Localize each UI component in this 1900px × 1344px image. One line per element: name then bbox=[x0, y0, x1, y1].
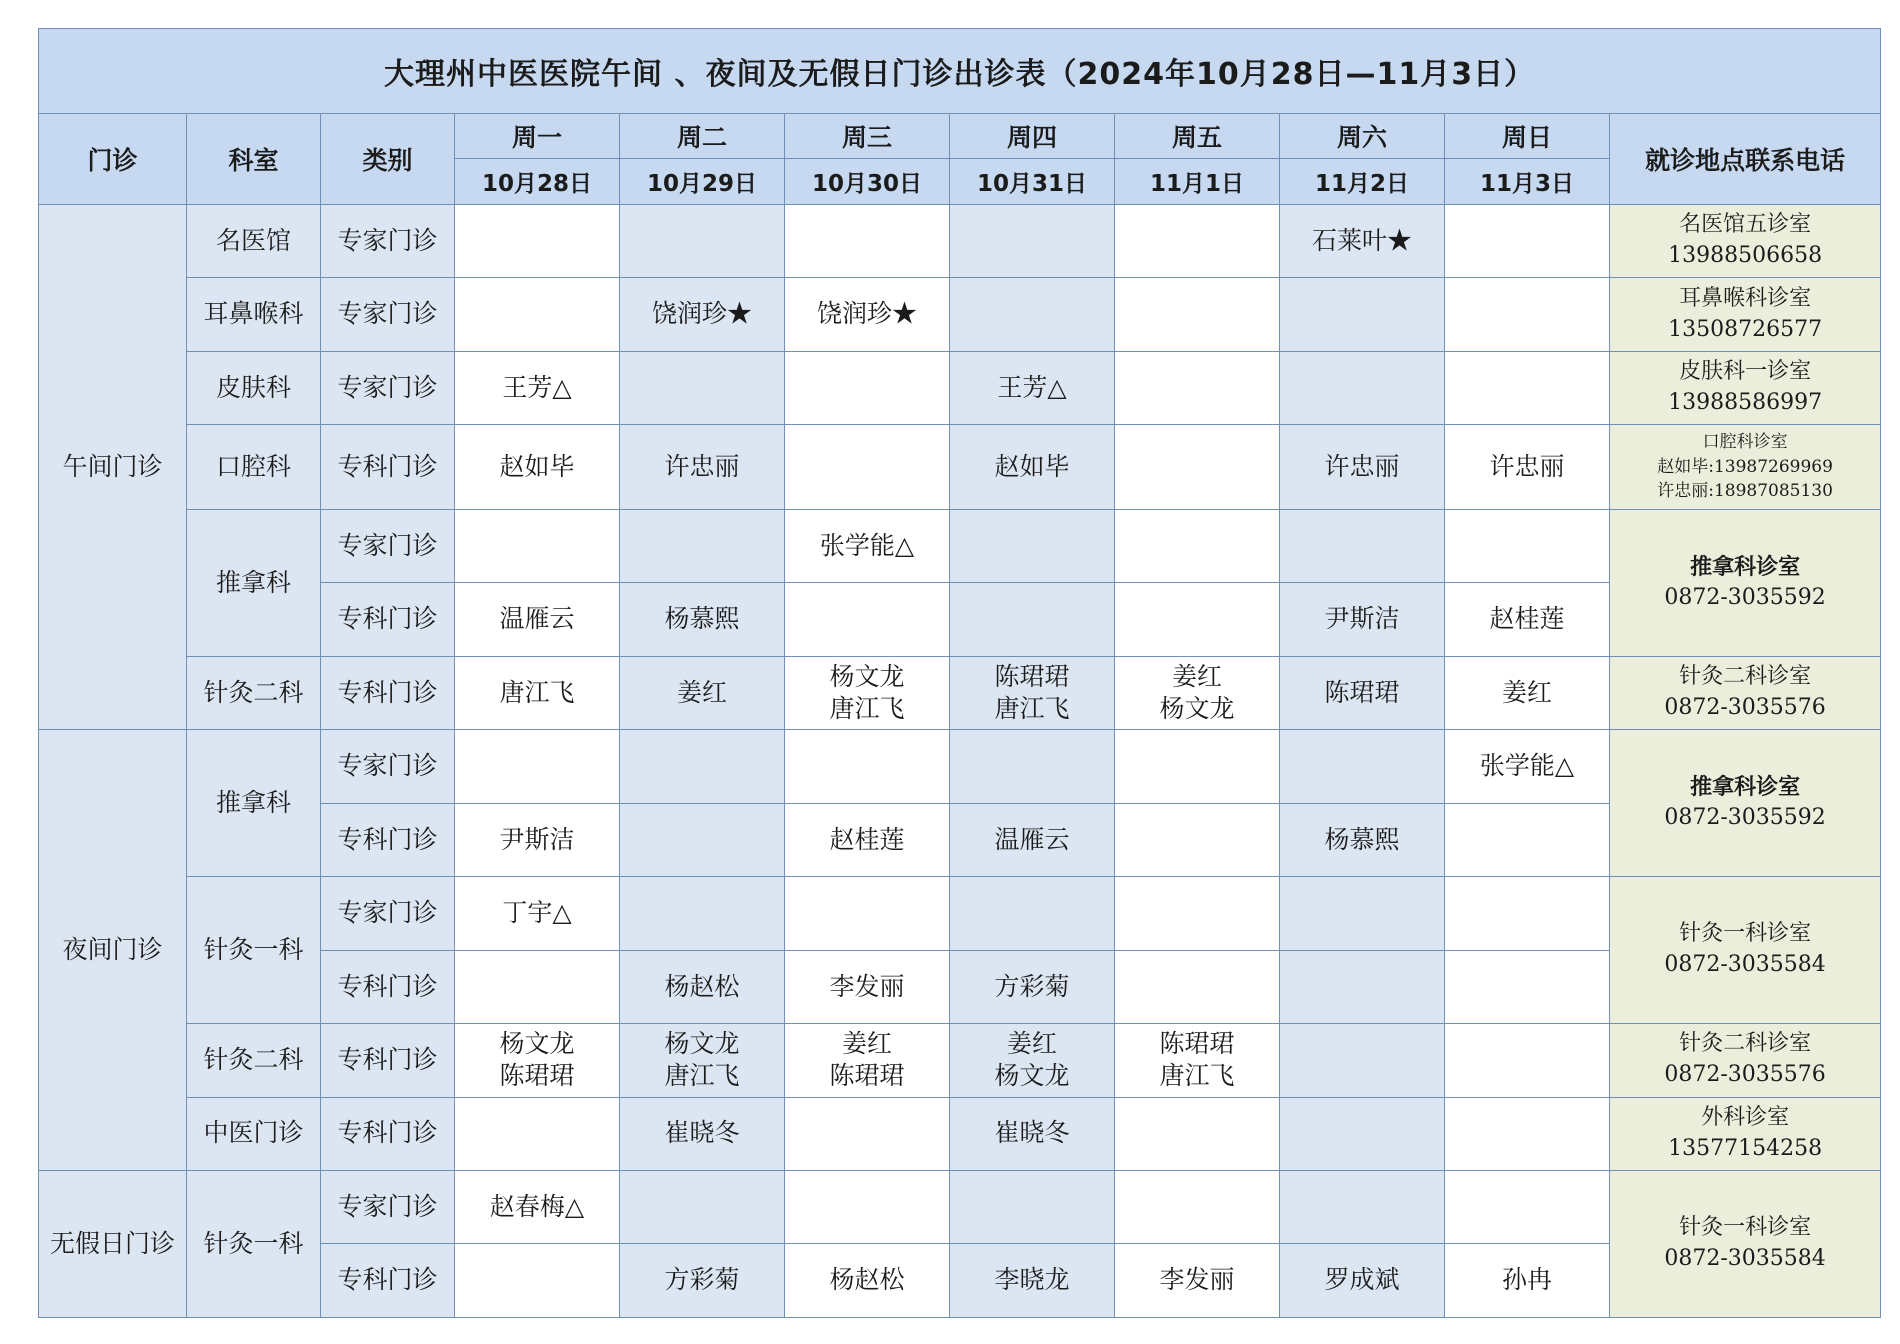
contact-phone: 0872-3035584 bbox=[1664, 952, 1826, 978]
table-row bbox=[39, 730, 1881, 803]
contact-room: 推拿科诊室 bbox=[1690, 554, 1801, 581]
type-cell: 专家门诊 bbox=[321, 278, 455, 351]
doctor-name: 丁宇△ bbox=[502, 898, 572, 928]
type-cell: 专科门诊 bbox=[321, 583, 455, 656]
doctor-cell bbox=[1280, 1024, 1445, 1097]
doctor-cell bbox=[1280, 1097, 1445, 1170]
doctor-cell bbox=[455, 205, 620, 278]
table-row bbox=[39, 656, 1881, 729]
doctor-cell bbox=[1445, 1097, 1610, 1170]
doctor-cell bbox=[1280, 950, 1445, 1023]
contact-phone: 13508726577 bbox=[1668, 316, 1823, 342]
doctor-name: 许忠丽 bbox=[664, 451, 740, 481]
contact-room: 皮肤科一诊室 bbox=[1679, 359, 1812, 385]
header-date: 10月28日 bbox=[455, 159, 620, 205]
contact-room: 名医馆五诊室 bbox=[1679, 212, 1812, 238]
doctor-name: 饶润珍★ bbox=[816, 299, 917, 329]
doctor-cell bbox=[1115, 278, 1280, 351]
header-weekday: 周五 bbox=[1115, 114, 1280, 159]
type-cell: 专科门诊 bbox=[321, 656, 455, 729]
table-row bbox=[39, 205, 1881, 278]
doctor-name: 赵春梅△ bbox=[489, 1191, 585, 1221]
doctor-name: 王芳△ bbox=[997, 372, 1067, 402]
doctor-name: 陈珺珺 bbox=[994, 661, 1070, 691]
doctor-name: 张学能△ bbox=[819, 530, 915, 560]
dept-cell: 针灸一科 bbox=[187, 1170, 321, 1317]
dept-cell: 口腔科 bbox=[187, 425, 321, 510]
doctor-name: 姜红 bbox=[676, 677, 727, 707]
contact-room: 口腔科诊室 bbox=[1702, 432, 1788, 453]
contact-cell bbox=[1610, 278, 1881, 351]
doctor-name: 唐江飞 bbox=[499, 677, 575, 707]
doctor-cell bbox=[1445, 583, 1610, 656]
doctor-cell bbox=[455, 1170, 620, 1243]
doctor-cell bbox=[1115, 877, 1280, 950]
doctor-cell bbox=[1115, 730, 1280, 803]
doctor-name: 石莱叶★ bbox=[1311, 225, 1412, 255]
contact-cell bbox=[1610, 205, 1881, 278]
doctor-cell bbox=[620, 351, 785, 424]
contact-cell bbox=[1610, 656, 1881, 729]
doctor-name: 杨文龙 bbox=[1159, 694, 1235, 724]
doctor-cell bbox=[785, 351, 950, 424]
doctor-cell bbox=[1280, 351, 1445, 424]
doctor-name: 杨文龙 bbox=[829, 661, 905, 691]
doctor-cell bbox=[785, 877, 950, 950]
header-date: 11月2日 bbox=[1280, 159, 1445, 205]
doctor-cell bbox=[455, 950, 620, 1023]
doctor-name: 唐江飞 bbox=[1159, 1061, 1235, 1091]
doctor-cell bbox=[455, 877, 620, 950]
header-date: 10月29日 bbox=[620, 159, 785, 205]
contact-cell bbox=[1610, 425, 1881, 510]
doctor-cell bbox=[1115, 1024, 1280, 1097]
doctor-name: 张学能△ bbox=[1479, 751, 1575, 781]
doctor-name: 陈珺珺 bbox=[829, 1061, 905, 1091]
table-row bbox=[39, 1097, 1881, 1170]
doctor-cell bbox=[950, 1097, 1115, 1170]
dept-cell: 皮肤科 bbox=[187, 351, 321, 424]
doctor-cell bbox=[1445, 278, 1610, 351]
doctor-cell bbox=[1280, 1244, 1445, 1318]
doctor-cell bbox=[785, 425, 950, 510]
doctor-cell bbox=[950, 205, 1115, 278]
doctor-name: 杨赵松 bbox=[829, 1265, 905, 1295]
doctor-name: 孙冉 bbox=[1501, 1265, 1552, 1295]
header-date: 10月30日 bbox=[785, 159, 950, 205]
type-cell: 专科门诊 bbox=[321, 1097, 455, 1170]
header-date: 11月3日 bbox=[1445, 159, 1610, 205]
dept-cell: 名医馆 bbox=[187, 205, 321, 278]
doctor-name: 方彩菊 bbox=[664, 1265, 740, 1295]
group-noon: 午间门诊 bbox=[39, 205, 187, 730]
contact-room: 外科诊室 bbox=[1701, 1104, 1790, 1130]
type-cell: 专家门诊 bbox=[321, 730, 455, 803]
doctor-cell bbox=[1445, 803, 1610, 876]
doctor-name: 唐江飞 bbox=[829, 694, 905, 724]
doctor-cell bbox=[1115, 1097, 1280, 1170]
doctor-name: 杨慕熙 bbox=[1324, 824, 1400, 854]
doctor-cell bbox=[950, 730, 1115, 803]
doctor-cell bbox=[620, 205, 785, 278]
doctor-cell bbox=[1115, 1170, 1280, 1243]
table-row bbox=[39, 425, 1881, 510]
doctor-name: 许忠丽 bbox=[1324, 451, 1400, 481]
doctor-cell bbox=[1280, 278, 1445, 351]
doctor-cell bbox=[1280, 877, 1445, 950]
doctor-cell bbox=[1115, 583, 1280, 656]
doctor-cell bbox=[1280, 803, 1445, 876]
doctor-cell bbox=[1445, 730, 1610, 803]
header-weekday: 周二 bbox=[620, 114, 785, 159]
doctor-name: 姜红 bbox=[1501, 677, 1552, 707]
doctor-name: 崔晓冬 bbox=[994, 1118, 1070, 1148]
doctor-cell bbox=[455, 509, 620, 582]
doctor-name: 许忠丽 bbox=[1489, 451, 1565, 481]
header-clinic: 门诊 bbox=[39, 114, 187, 205]
doctor-cell bbox=[620, 278, 785, 351]
doctor-cell bbox=[785, 583, 950, 656]
doctor-cell bbox=[620, 656, 785, 729]
doctor-cell bbox=[455, 351, 620, 424]
contact-phone: 13988506658 bbox=[1668, 243, 1823, 269]
contact-phone: 13577154258 bbox=[1668, 1135, 1823, 1161]
table-row bbox=[39, 278, 1881, 351]
doctor-cell bbox=[455, 1097, 620, 1170]
group-night: 夜间门诊 bbox=[39, 730, 187, 1171]
doctor-cell bbox=[1115, 351, 1280, 424]
dept-cell: 针灸一科 bbox=[187, 877, 321, 1024]
doctor-name: 赵如毕 bbox=[994, 451, 1070, 481]
contact-cell bbox=[1610, 730, 1881, 877]
contact-cell bbox=[1610, 509, 1881, 656]
doctor-cell bbox=[785, 205, 950, 278]
doctor-name: 温雁云 bbox=[994, 824, 1070, 854]
clinic-schedule-table bbox=[38, 28, 1881, 1318]
doctor-cell bbox=[950, 1024, 1115, 1097]
contact-phone: 0872-3035592 bbox=[1664, 805, 1826, 831]
contact-room: 针灸二科诊室 bbox=[1679, 1031, 1812, 1057]
header-contact: 就诊地点联系电话 bbox=[1610, 114, 1881, 205]
doctor-cell bbox=[455, 1244, 620, 1318]
group-noholiday: 无假日门诊 bbox=[39, 1170, 187, 1317]
doctor-cell bbox=[950, 509, 1115, 582]
doctor-cell bbox=[455, 1024, 620, 1097]
doctor-name: 杨赵松 bbox=[664, 971, 740, 1001]
doctor-cell bbox=[950, 950, 1115, 1023]
doctor-cell bbox=[455, 583, 620, 656]
doctor-cell bbox=[1445, 1244, 1610, 1318]
doctor-cell bbox=[1115, 509, 1280, 582]
doctor-cell bbox=[1280, 509, 1445, 582]
doctor-name: 姜红 bbox=[1171, 661, 1222, 691]
header-weekday: 周一 bbox=[455, 114, 620, 159]
doctor-name: 罗成斌 bbox=[1324, 1265, 1400, 1295]
doctor-cell bbox=[950, 1244, 1115, 1318]
doctor-cell bbox=[1115, 425, 1280, 510]
doctor-name: 杨文龙 bbox=[994, 1061, 1070, 1091]
doctor-cell bbox=[785, 730, 950, 803]
doctor-cell bbox=[785, 1024, 950, 1097]
table-row bbox=[39, 509, 1881, 582]
contact-phone: 0872-3035592 bbox=[1664, 584, 1826, 610]
doctor-cell bbox=[1445, 425, 1610, 510]
doctor-name: 尹斯洁 bbox=[499, 824, 575, 854]
doctor-cell bbox=[785, 803, 950, 876]
dept-cell: 耳鼻喉科 bbox=[187, 278, 321, 351]
type-cell: 专科门诊 bbox=[321, 803, 455, 876]
contact-cell bbox=[1610, 1024, 1881, 1097]
doctor-cell bbox=[1280, 656, 1445, 729]
contact-phone: 许忠丽:18987085130 bbox=[1657, 481, 1833, 502]
doctor-cell bbox=[620, 950, 785, 1023]
doctor-cell bbox=[1445, 877, 1610, 950]
doctor-name: 陈珺珺 bbox=[1159, 1028, 1235, 1058]
type-cell: 专家门诊 bbox=[321, 205, 455, 278]
type-cell: 专家门诊 bbox=[321, 509, 455, 582]
type-cell: 专家门诊 bbox=[321, 877, 455, 950]
contact-cell bbox=[1610, 877, 1881, 1024]
doctor-cell bbox=[1280, 730, 1445, 803]
contact-room: 针灸一科诊室 bbox=[1679, 921, 1812, 947]
doctor-cell bbox=[1445, 950, 1610, 1023]
type-cell: 专家门诊 bbox=[321, 351, 455, 424]
doctor-cell bbox=[785, 1170, 950, 1243]
doctor-name: 崔晓冬 bbox=[664, 1118, 740, 1148]
contact-phone: 赵如毕:13987269969 bbox=[1657, 456, 1833, 477]
doctor-cell bbox=[1445, 351, 1610, 424]
doctor-cell bbox=[1445, 656, 1610, 729]
contact-cell bbox=[1610, 351, 1881, 424]
doctor-cell bbox=[1115, 803, 1280, 876]
doctor-name: 李晓龙 bbox=[994, 1265, 1070, 1295]
doctor-name: 李发丽 bbox=[1159, 1265, 1235, 1295]
type-cell: 专家门诊 bbox=[321, 1170, 455, 1243]
doctor-name: 唐江飞 bbox=[664, 1061, 740, 1091]
type-cell: 专科门诊 bbox=[321, 425, 455, 510]
header-weekday: 周日 bbox=[1445, 114, 1610, 159]
doctor-name: 唐江飞 bbox=[994, 694, 1070, 724]
type-cell: 专科门诊 bbox=[321, 950, 455, 1023]
header-weekday: 周三 bbox=[785, 114, 950, 159]
doctor-name: 姜红 bbox=[1006, 1028, 1057, 1058]
doctor-cell bbox=[950, 877, 1115, 950]
doctor-cell bbox=[455, 656, 620, 729]
dept-cell: 推拿科 bbox=[187, 509, 321, 656]
doctor-cell bbox=[950, 803, 1115, 876]
type-cell: 专科门诊 bbox=[321, 1024, 455, 1097]
doctor-cell bbox=[1445, 1170, 1610, 1243]
table-row bbox=[39, 351, 1881, 424]
doctor-name: 赵桂莲 bbox=[829, 824, 905, 854]
table-row bbox=[39, 877, 1881, 950]
dept-cell: 针灸二科 bbox=[187, 656, 321, 729]
doctor-cell bbox=[455, 730, 620, 803]
doctor-cell bbox=[1115, 1244, 1280, 1318]
doctor-cell bbox=[1280, 583, 1445, 656]
header-date: 10月31日 bbox=[950, 159, 1115, 205]
doctor-name: 饶润珍★ bbox=[651, 299, 752, 329]
doctor-cell bbox=[950, 425, 1115, 510]
doctor-cell bbox=[620, 1024, 785, 1097]
doctor-cell bbox=[620, 1170, 785, 1243]
contact-room: 推拿科诊室 bbox=[1690, 774, 1801, 801]
table-row bbox=[39, 1024, 1881, 1097]
header-weekday: 周六 bbox=[1280, 114, 1445, 159]
contact-phone: 13988586997 bbox=[1668, 390, 1823, 416]
doctor-name: 杨文龙 bbox=[499, 1028, 575, 1058]
doctor-name: 李发丽 bbox=[829, 971, 905, 1001]
contact-phone: 0872-3035576 bbox=[1664, 1062, 1826, 1088]
doctor-cell bbox=[455, 425, 620, 510]
doctor-cell bbox=[950, 656, 1115, 729]
doctor-name: 尹斯洁 bbox=[1324, 604, 1400, 634]
table-title: 大理州中医医院午间 、夜间及无假日门诊出诊表（2024年10月28日—11月3日） bbox=[39, 29, 1881, 114]
doctor-name: 方彩菊 bbox=[994, 971, 1070, 1001]
doctor-cell bbox=[1280, 1170, 1445, 1243]
doctor-cell bbox=[1115, 950, 1280, 1023]
contact-phone: 0872-3035584 bbox=[1664, 1245, 1826, 1271]
doctor-cell bbox=[785, 656, 950, 729]
doctor-cell bbox=[785, 1097, 950, 1170]
contact-room: 针灸二科诊室 bbox=[1679, 664, 1812, 690]
doctor-cell bbox=[620, 803, 785, 876]
dept-cell: 中医门诊 bbox=[187, 1097, 321, 1170]
doctor-name: 王芳△ bbox=[502, 372, 572, 402]
doctor-name: 陈珺珺 bbox=[499, 1061, 575, 1091]
header-date: 11月1日 bbox=[1115, 159, 1280, 205]
doctor-cell bbox=[950, 583, 1115, 656]
doctor-cell bbox=[1280, 205, 1445, 278]
doctor-cell bbox=[620, 509, 785, 582]
schedule-table-wrapper bbox=[38, 28, 1880, 1318]
header-weekday: 周四 bbox=[950, 114, 1115, 159]
doctor-cell bbox=[785, 278, 950, 351]
contact-phone: 0872-3035576 bbox=[1664, 695, 1826, 721]
dept-cell: 推拿科 bbox=[187, 730, 321, 877]
doctor-name: 赵桂莲 bbox=[1489, 604, 1565, 634]
type-cell: 专科门诊 bbox=[321, 1244, 455, 1318]
doctor-cell bbox=[950, 278, 1115, 351]
doctor-cell bbox=[785, 509, 950, 582]
doctor-name: 杨文龙 bbox=[664, 1028, 740, 1058]
doctor-name: 姜红 bbox=[841, 1028, 892, 1058]
header-dept: 科室 bbox=[187, 114, 321, 205]
contact-room: 耳鼻喉科诊室 bbox=[1679, 285, 1812, 311]
contact-cell bbox=[1610, 1097, 1881, 1170]
doctor-cell bbox=[1115, 656, 1280, 729]
dept-cell: 针灸二科 bbox=[187, 1024, 321, 1097]
table-row bbox=[39, 1170, 1881, 1243]
doctor-cell bbox=[620, 730, 785, 803]
doctor-cell bbox=[1445, 205, 1610, 278]
doctor-cell bbox=[620, 1097, 785, 1170]
contact-cell bbox=[1610, 1170, 1881, 1317]
doctor-cell bbox=[950, 1170, 1115, 1243]
doctor-cell bbox=[1445, 1024, 1610, 1097]
doctor-cell bbox=[455, 803, 620, 876]
doctor-name: 陈珺珺 bbox=[1324, 677, 1400, 707]
doctor-name: 杨慕熙 bbox=[664, 604, 740, 634]
doctor-cell bbox=[620, 877, 785, 950]
doctor-cell bbox=[950, 351, 1115, 424]
doctor-name: 赵如毕 bbox=[499, 451, 575, 481]
doctor-cell bbox=[620, 1244, 785, 1318]
contact-room: 针灸一科诊室 bbox=[1679, 1215, 1812, 1241]
doctor-name: 温雁云 bbox=[499, 604, 575, 634]
doctor-cell bbox=[1115, 205, 1280, 278]
doctor-cell bbox=[620, 583, 785, 656]
doctor-cell bbox=[785, 1244, 950, 1318]
doctor-cell bbox=[620, 425, 785, 510]
doctor-cell bbox=[455, 278, 620, 351]
doctor-cell bbox=[785, 950, 950, 1023]
doctor-cell bbox=[1280, 425, 1445, 510]
doctor-cell bbox=[1445, 509, 1610, 582]
header-type: 类别 bbox=[321, 114, 455, 205]
